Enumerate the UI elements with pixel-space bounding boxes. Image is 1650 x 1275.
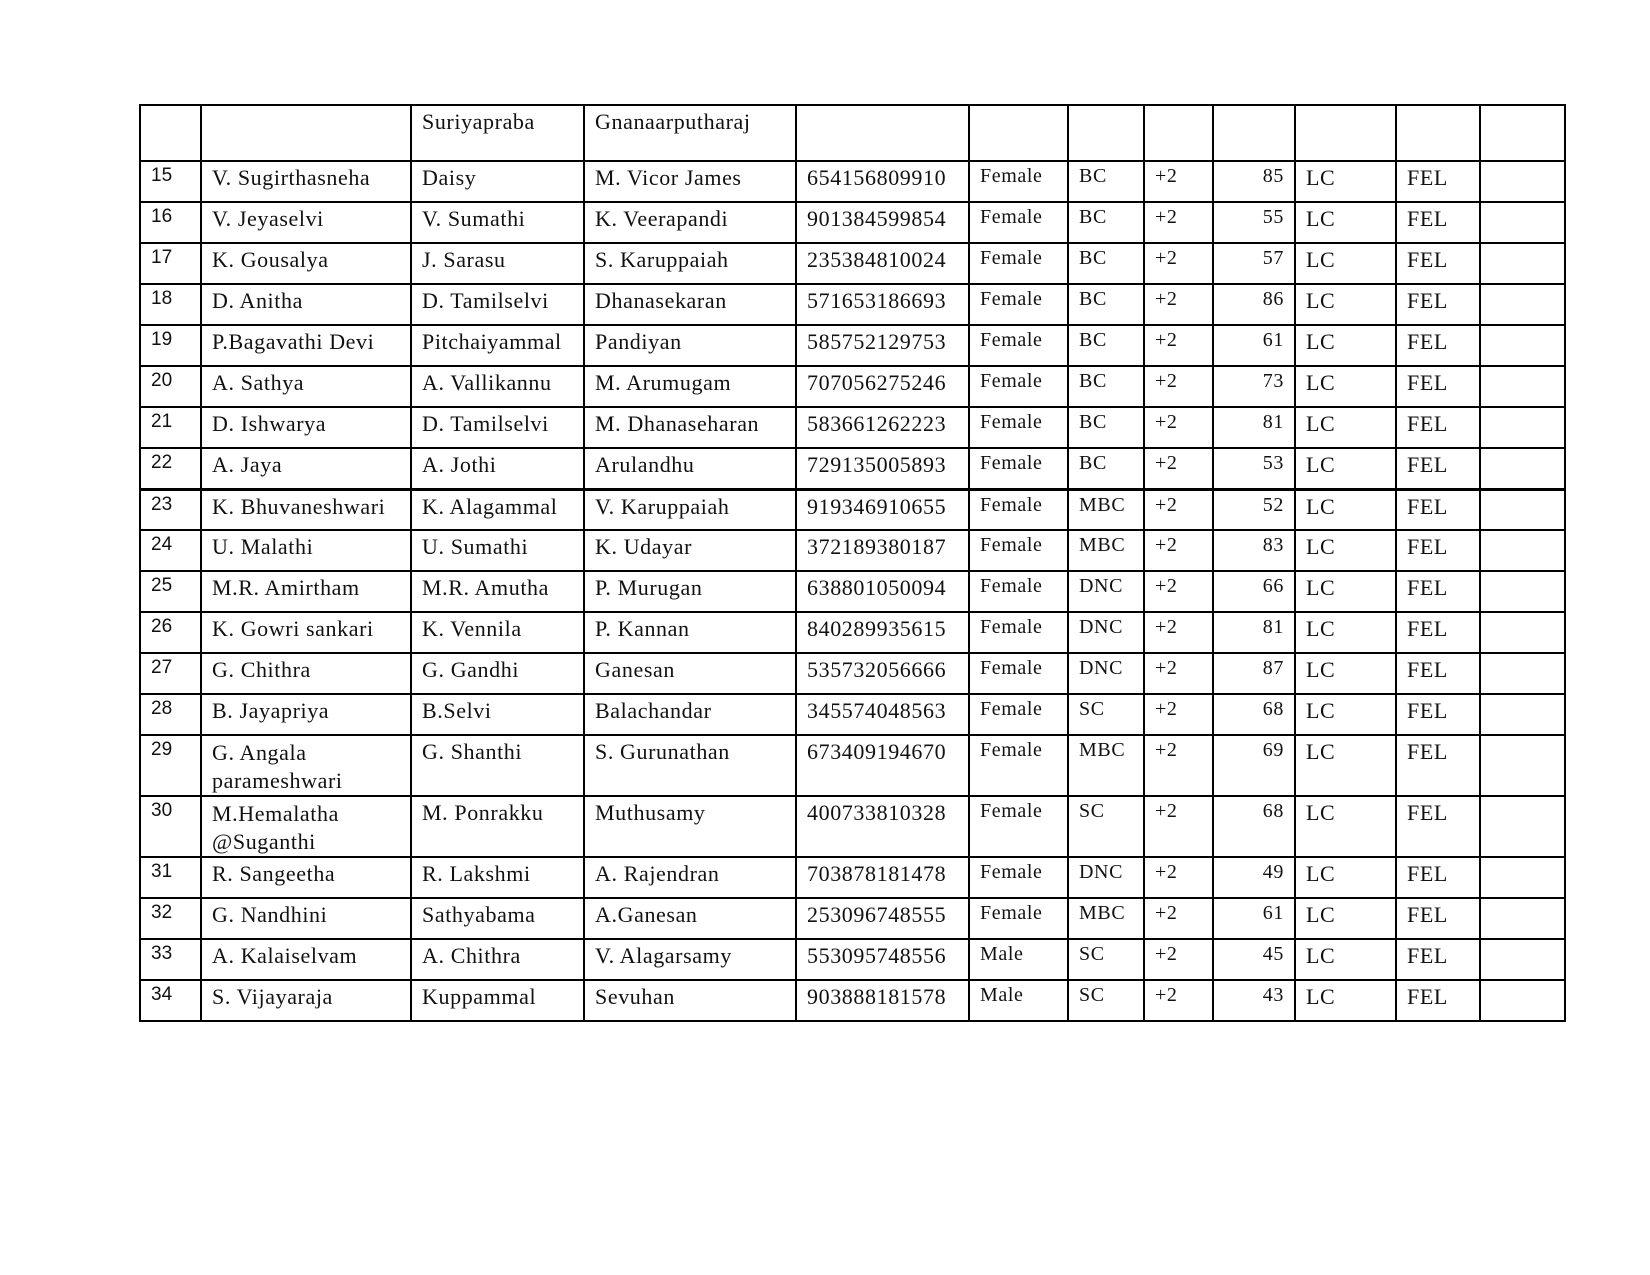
father-name-cell: Sevuhan [584,980,796,1021]
father-name-cell: M. Arumugam [584,366,796,407]
status-cell: LC [1295,898,1396,939]
community-cell: DNC [1068,857,1144,898]
gender-cell: Female [969,796,1068,857]
father-name-cell: V. Karuppaiah [584,489,796,530]
name-cell: M.Hemalatha @Suganthi [201,796,411,857]
empty-cell [1480,898,1565,939]
community-cell: MBC [1068,489,1144,530]
marks-cell: 81 [1213,407,1295,448]
table-row [140,530,1565,571]
name-cell: D. Anitha [201,284,411,325]
mother-name-cell: D. Tamilselvi [411,284,584,325]
marks-cell [1213,105,1295,161]
table-row [140,571,1565,612]
name-cell: K. Gousalya [201,243,411,284]
code-cell: FEL [1396,694,1480,735]
name-cell [201,105,411,161]
status-cell: LC [1295,489,1396,530]
marks-cell: 43 [1213,980,1295,1021]
father-name-cell: Arulandhu [584,448,796,489]
gender-cell: Male [969,939,1068,980]
serial-number-cell: 31 [140,857,201,898]
qualification-cell: +2 [1144,366,1213,407]
mother-name-cell: K. Vennila [411,612,584,653]
father-name-cell: K. Udayar [584,530,796,571]
marks-cell: 52 [1213,489,1295,530]
qualification-cell: +2 [1144,694,1213,735]
table-body [140,105,1565,1021]
father-name-cell: Dhanasekaran [584,284,796,325]
gender-cell: Female [969,857,1068,898]
father-name-cell: Ganesan [584,653,796,694]
empty-cell [1480,407,1565,448]
qualification-cell: +2 [1144,489,1213,530]
table-row [140,980,1565,1021]
gender-cell: Female [969,366,1068,407]
aadhaar-number-cell: 345574048563 [796,694,969,735]
father-name-cell: Balachandar [584,694,796,735]
status-cell: LC [1295,735,1396,796]
mother-name-cell: A. Chithra [411,939,584,980]
mother-name-cell: D. Tamilselvi [411,407,584,448]
aadhaar-number-cell: 235384810024 [796,243,969,284]
serial-number-cell: 33 [140,939,201,980]
name-cell: U. Malathi [201,530,411,571]
name-cell: V. Sugirthasneha [201,161,411,202]
code-cell: FEL [1396,571,1480,612]
serial-number-cell: 21 [140,407,201,448]
serial-number-cell: 18 [140,284,201,325]
father-name-cell: S. Gurunathan [584,735,796,796]
gender-cell: Female [969,202,1068,243]
code-cell [1396,105,1480,161]
status-cell: LC [1295,980,1396,1021]
aadhaar-number-cell: 553095748556 [796,939,969,980]
gender-cell: Female [969,653,1068,694]
code-cell: FEL [1396,407,1480,448]
status-cell: LC [1295,571,1396,612]
qualification-cell: +2 [1144,284,1213,325]
table-row [140,898,1565,939]
aadhaar-number-cell: 840289935615 [796,612,969,653]
father-name-cell: M. Vicor James [584,161,796,202]
aadhaar-number-cell: 673409194670 [796,735,969,796]
father-name-cell: S. Karuppaiah [584,243,796,284]
serial-number-cell: 27 [140,653,201,694]
community-cell: BC [1068,161,1144,202]
mother-name-cell: J. Sarasu [411,243,584,284]
community-cell: BC [1068,243,1144,284]
community-cell: MBC [1068,735,1144,796]
name-cell: G. Nandhini [201,898,411,939]
qualification-cell: +2 [1144,202,1213,243]
table-row [140,612,1565,653]
marks-cell: 61 [1213,325,1295,366]
code-cell: FEL [1396,898,1480,939]
name-cell: K. Gowri sankari [201,612,411,653]
table-row [140,735,1565,796]
status-cell [1295,105,1396,161]
name-cell: G. Angala parameshwari [201,735,411,796]
marks-cell: 53 [1213,448,1295,489]
code-cell: FEL [1396,202,1480,243]
empty-cell [1480,571,1565,612]
code-cell: FEL [1396,939,1480,980]
marks-cell: 61 [1213,898,1295,939]
empty-cell [1480,735,1565,796]
mother-name-cell: K. Alagammal [411,489,584,530]
status-cell: LC [1295,796,1396,857]
mother-name-cell: Suriyapraba [411,105,584,161]
gender-cell [969,105,1068,161]
aadhaar-number-cell: 571653186693 [796,284,969,325]
community-cell: MBC [1068,530,1144,571]
name-cell: A. Sathya [201,366,411,407]
aadhaar-number-cell: 703878181478 [796,857,969,898]
community-cell: DNC [1068,571,1144,612]
status-cell: LC [1295,325,1396,366]
empty-cell [1480,857,1565,898]
empty-cell [1480,939,1565,980]
mother-name-cell: Sathyabama [411,898,584,939]
aadhaar-number-cell: 638801050094 [796,571,969,612]
gender-cell: Female [969,448,1068,489]
serial-number-cell: 28 [140,694,201,735]
empty-cell [1480,325,1565,366]
gender-cell: Female [969,325,1068,366]
marks-cell: 68 [1213,694,1295,735]
table-row [140,407,1565,448]
empty-cell [1480,284,1565,325]
community-cell: SC [1068,980,1144,1021]
empty-cell [1480,980,1565,1021]
aadhaar-number-cell: 729135005893 [796,448,969,489]
empty-cell [1480,612,1565,653]
aadhaar-number-cell: 535732056666 [796,653,969,694]
name-cell: M.R. Amirtham [201,571,411,612]
gender-cell: Female [969,898,1068,939]
code-cell: FEL [1396,735,1480,796]
table-row [140,202,1565,243]
aadhaar-number-cell: 585752129753 [796,325,969,366]
table-row [140,448,1565,489]
status-cell: LC [1295,857,1396,898]
community-cell: DNC [1068,653,1144,694]
community-cell: SC [1068,694,1144,735]
father-name-cell: A. Rajendran [584,857,796,898]
qualification-cell: +2 [1144,653,1213,694]
mother-name-cell: A. Jothi [411,448,584,489]
aadhaar-number-cell: 253096748555 [796,898,969,939]
gender-cell: Female [969,694,1068,735]
aadhaar-number-cell: 919346910655 [796,489,969,530]
code-cell: FEL [1396,530,1480,571]
code-cell: FEL [1396,161,1480,202]
marks-cell: 68 [1213,796,1295,857]
status-cell: LC [1295,366,1396,407]
marks-cell: 73 [1213,366,1295,407]
name-cell: R. Sangeetha [201,857,411,898]
name-cell: B. Jayapriya [201,694,411,735]
father-name-cell: Muthusamy [584,796,796,857]
qualification-cell: +2 [1144,325,1213,366]
qualification-cell: +2 [1144,796,1213,857]
code-cell: FEL [1396,284,1480,325]
aadhaar-number-cell: 583661262223 [796,407,969,448]
qualification-cell: +2 [1144,243,1213,284]
aadhaar-number-cell: 372189380187 [796,530,969,571]
mother-name-cell: G. Gandhi [411,653,584,694]
empty-cell [1480,243,1565,284]
serial-number-cell: 22 [140,448,201,489]
serial-number-cell: 15 [140,161,201,202]
gender-cell: Female [969,735,1068,796]
aadhaar-number-cell: 901384599854 [796,202,969,243]
code-cell: FEL [1396,489,1480,530]
community-cell: BC [1068,448,1144,489]
community-cell: BC [1068,366,1144,407]
serial-number-cell: 20 [140,366,201,407]
marks-cell: 87 [1213,653,1295,694]
serial-number-cell [140,105,201,161]
mother-name-cell: Pitchaiyammal [411,325,584,366]
status-cell: LC [1295,407,1396,448]
mother-name-cell: Daisy [411,161,584,202]
community-cell: DNC [1068,612,1144,653]
qualification-cell: +2 [1144,939,1213,980]
table-row [140,939,1565,980]
father-name-cell: K. Veerapandi [584,202,796,243]
serial-number-cell: 19 [140,325,201,366]
serial-number-cell: 29 [140,735,201,796]
empty-cell [1480,366,1565,407]
name-cell: K. Bhuvaneshwari [201,489,411,530]
table-row [140,489,1565,530]
name-cell: S. Vijayaraja [201,980,411,1021]
marks-cell: 49 [1213,857,1295,898]
serial-number-cell: 25 [140,571,201,612]
table-row [140,857,1565,898]
beneficiary-table [139,104,1566,1022]
empty-cell [1480,694,1565,735]
mother-name-cell: M. Ponrakku [411,796,584,857]
code-cell: FEL [1396,857,1480,898]
gender-cell: Female [969,530,1068,571]
status-cell: LC [1295,530,1396,571]
mother-name-cell: M.R. Amutha [411,571,584,612]
father-name-cell: M. Dhanaseharan [584,407,796,448]
status-cell: LC [1295,653,1396,694]
father-name-cell: A.Ganesan [584,898,796,939]
serial-number-cell: 17 [140,243,201,284]
aadhaar-number-cell: 903888181578 [796,980,969,1021]
qualification-cell: +2 [1144,898,1213,939]
qualification-cell: +2 [1144,571,1213,612]
table-row [140,796,1565,857]
code-cell: FEL [1396,448,1480,489]
table-row [140,284,1565,325]
community-cell: BC [1068,284,1144,325]
table-row [140,161,1565,202]
marks-cell: 86 [1213,284,1295,325]
gender-cell: Female [969,284,1068,325]
name-cell: D. Ishwarya [201,407,411,448]
serial-number-cell: 16 [140,202,201,243]
marks-cell: 83 [1213,530,1295,571]
qualification-cell [1144,105,1213,161]
table-row [140,694,1565,735]
marks-cell: 57 [1213,243,1295,284]
father-name-cell: P. Murugan [584,571,796,612]
status-cell: LC [1295,243,1396,284]
code-cell: FEL [1396,325,1480,366]
father-name-cell: V. Alagarsamy [584,939,796,980]
empty-cell [1480,653,1565,694]
status-cell: LC [1295,939,1396,980]
empty-cell [1480,202,1565,243]
marks-cell: 69 [1213,735,1295,796]
marks-cell: 85 [1213,161,1295,202]
aadhaar-number-cell: 400733810328 [796,796,969,857]
status-cell: LC [1295,612,1396,653]
empty-cell [1480,161,1565,202]
code-cell: FEL [1396,653,1480,694]
father-name-cell: Gnanaarputharaj [584,105,796,161]
table-row [140,366,1565,407]
mother-name-cell: A. Vallikannu [411,366,584,407]
gender-cell: Female [969,571,1068,612]
serial-number-cell: 23 [140,489,201,530]
gender-cell: Male [969,980,1068,1021]
status-cell: LC [1295,694,1396,735]
table-row [140,325,1565,366]
status-cell: LC [1295,161,1396,202]
qualification-cell: +2 [1144,161,1213,202]
name-cell: P.Bagavathi Devi [201,325,411,366]
community-cell: BC [1068,407,1144,448]
name-cell: V. Jeyaselvi [201,202,411,243]
marks-cell: 45 [1213,939,1295,980]
name-cell: G. Chithra [201,653,411,694]
code-cell: FEL [1396,243,1480,284]
mother-name-cell: U. Sumathi [411,530,584,571]
community-cell: MBC [1068,898,1144,939]
mother-name-cell: Kuppammal [411,980,584,1021]
marks-cell: 81 [1213,612,1295,653]
serial-number-cell: 30 [140,796,201,857]
qualification-cell: +2 [1144,448,1213,489]
empty-cell [1480,489,1565,530]
community-cell: SC [1068,796,1144,857]
empty-cell [1480,530,1565,571]
mother-name-cell: V. Sumathi [411,202,584,243]
table-row [140,243,1565,284]
qualification-cell: +2 [1144,857,1213,898]
qualification-cell: +2 [1144,735,1213,796]
table-row [140,653,1565,694]
gender-cell: Female [969,612,1068,653]
serial-number-cell: 26 [140,612,201,653]
serial-number-cell: 32 [140,898,201,939]
community-cell: BC [1068,325,1144,366]
gender-cell: Female [969,407,1068,448]
name-cell: A. Jaya [201,448,411,489]
qualification-cell: +2 [1144,407,1213,448]
marks-cell: 66 [1213,571,1295,612]
serial-number-cell: 24 [140,530,201,571]
empty-cell [1480,105,1565,161]
father-name-cell: P. Kannan [584,612,796,653]
mother-name-cell: R. Lakshmi [411,857,584,898]
gender-cell: Female [969,243,1068,284]
qualification-cell: +2 [1144,530,1213,571]
status-cell: LC [1295,202,1396,243]
community-cell: SC [1068,939,1144,980]
status-cell: LC [1295,448,1396,489]
mother-name-cell: G. Shanthi [411,735,584,796]
gender-cell: Female [969,161,1068,202]
serial-number-cell: 34 [140,980,201,1021]
code-cell: FEL [1396,612,1480,653]
code-cell: FEL [1396,366,1480,407]
gender-cell: Female [969,489,1068,530]
mother-name-cell: B.Selvi [411,694,584,735]
community-cell: BC [1068,202,1144,243]
table-row [140,105,1565,161]
qualification-cell: +2 [1144,980,1213,1021]
empty-cell [1480,796,1565,857]
name-cell: A. Kalaiselvam [201,939,411,980]
code-cell: FEL [1396,980,1480,1021]
community-cell [1068,105,1144,161]
code-cell: FEL [1396,796,1480,857]
aadhaar-number-cell [796,105,969,161]
status-cell: LC [1295,284,1396,325]
aadhaar-number-cell: 654156809910 [796,161,969,202]
father-name-cell: Pandiyan [584,325,796,366]
empty-cell [1480,448,1565,489]
qualification-cell: +2 [1144,612,1213,653]
aadhaar-number-cell: 707056275246 [796,366,969,407]
marks-cell: 55 [1213,202,1295,243]
